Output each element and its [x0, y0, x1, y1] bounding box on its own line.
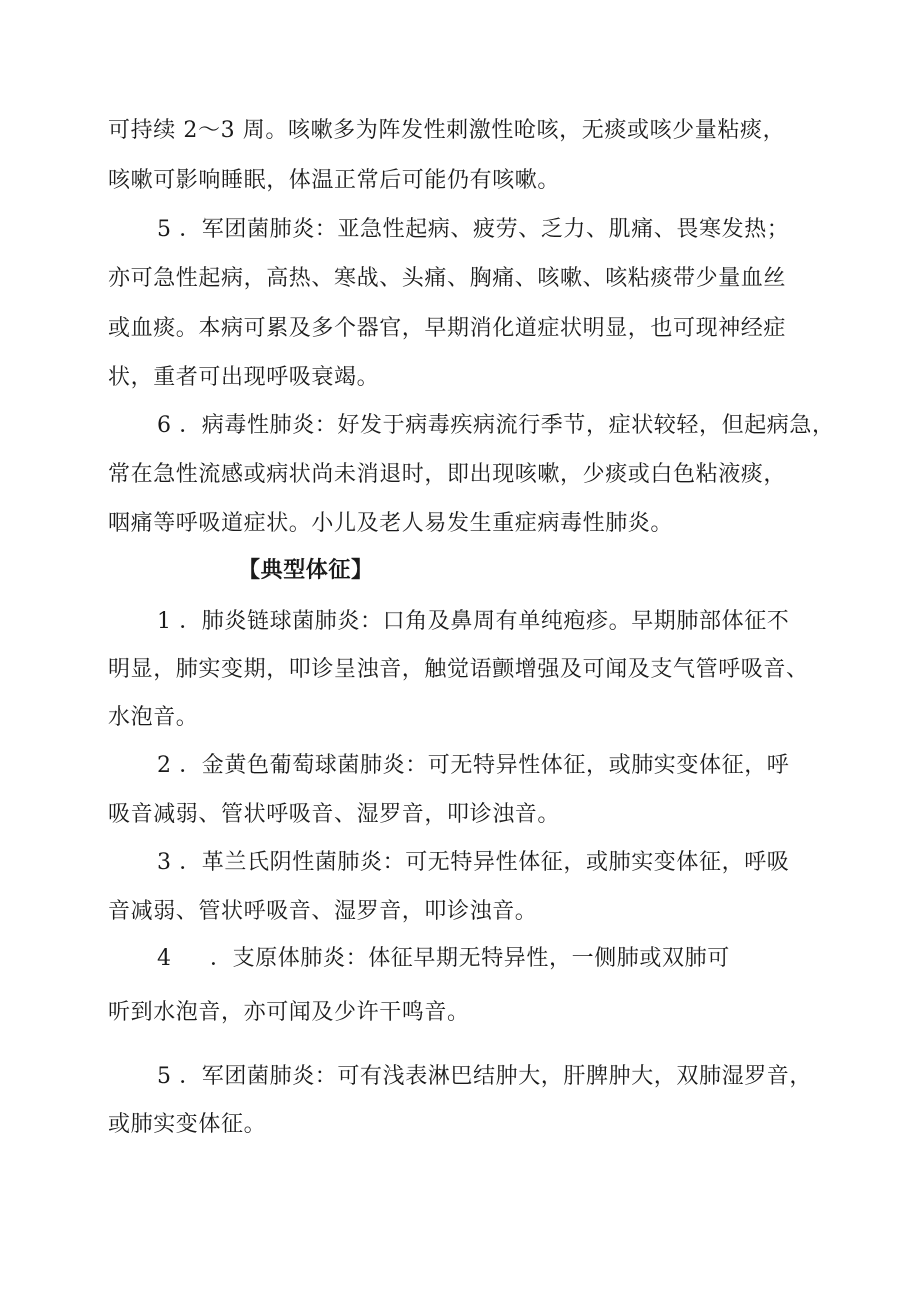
symptom-item-6-line-3: 咽痛等呼吸道症状。小儿及老人易发生重症病毒性肺炎。: [108, 511, 674, 536]
symptom-item-6-line-1: 6 ．病毒性肺炎：好发于病毒疾病流行季节，症状较轻，但起病急，: [157, 413, 835, 438]
sign-item-4-line-2: 听到水泡音，亦可闻及少许干鸣音。: [108, 1000, 470, 1025]
sign-item-1-line-2: 明显，肺实变期，叩诊呈浊音，触觉语颤增强及可闻及支气管呼吸音、: [108, 657, 809, 682]
sign-item-2-line-2: 吸音减弱、管状呼吸音、湿罗音，叩诊浊音。: [108, 802, 561, 827]
sign-item-4-line-1: ．支原体肺炎：体征早期无特异性，一侧肺或双肺可: [210, 946, 730, 971]
section-heading: 【典型体征】: [238, 558, 374, 583]
symptom-item-5-line-4: 状，重者可出现呼吸衰竭。: [108, 365, 380, 390]
symptom-item-5-line-2: 亦可急性起病，高热、寒战、头痛、胸痛、咳嗽、咳粘痰带少量血丝: [108, 266, 787, 291]
continuation-line-1: 可持续 2～3 周。咳嗽多为阵发性刺激性呛咳，无痰或咳少量粘痰，: [108, 118, 786, 143]
symptom-item-6-line-2: 常在急性流感或病状尚未消退时，即出现咳嗽，少痰或白色粘液痰，: [108, 462, 787, 487]
sign-item-2-line-1: 2 ．金黄色葡萄球菌肺炎：可无特异性体征，或肺实变体征，呼: [157, 753, 790, 778]
sign-item-3-line-2: 音减弱、管状呼吸音、湿罗音，叩诊浊音。: [108, 899, 538, 924]
sign-item-1-line-3: 水泡音。: [108, 705, 199, 730]
sign-item-1-line-1: 1 ．肺炎链球菌肺炎：口角及鼻周有单纯疱疹。早期肺部体征不: [157, 609, 790, 634]
sign-item-5-line-2: 或肺实变体征。: [108, 1112, 267, 1137]
sign-item-4-number: 4: [157, 946, 172, 971]
sign-item-5-line-1: 5 ．军团菌肺炎：可有浅表淋巴结肿大，肝脾肿大，双肺湿罗音，: [157, 1064, 812, 1089]
symptom-item-5-line-1: 5 ．军团菌肺炎：亚急性起病、疲劳、乏力、肌痛、畏寒发热；: [157, 217, 790, 242]
sign-item-3-line-1: 3 ．革兰氏阴性菌肺炎：可无特异性体征，或肺实变体征，呼吸: [157, 850, 790, 875]
continuation-line-2: 咳嗽可影响睡眠，体温正常后可能仍有咳嗽。: [108, 168, 561, 193]
symptom-item-5-line-3: 或血痰。本病可累及多个器官，早期消化道症状明显，也可现神经症: [108, 316, 787, 341]
